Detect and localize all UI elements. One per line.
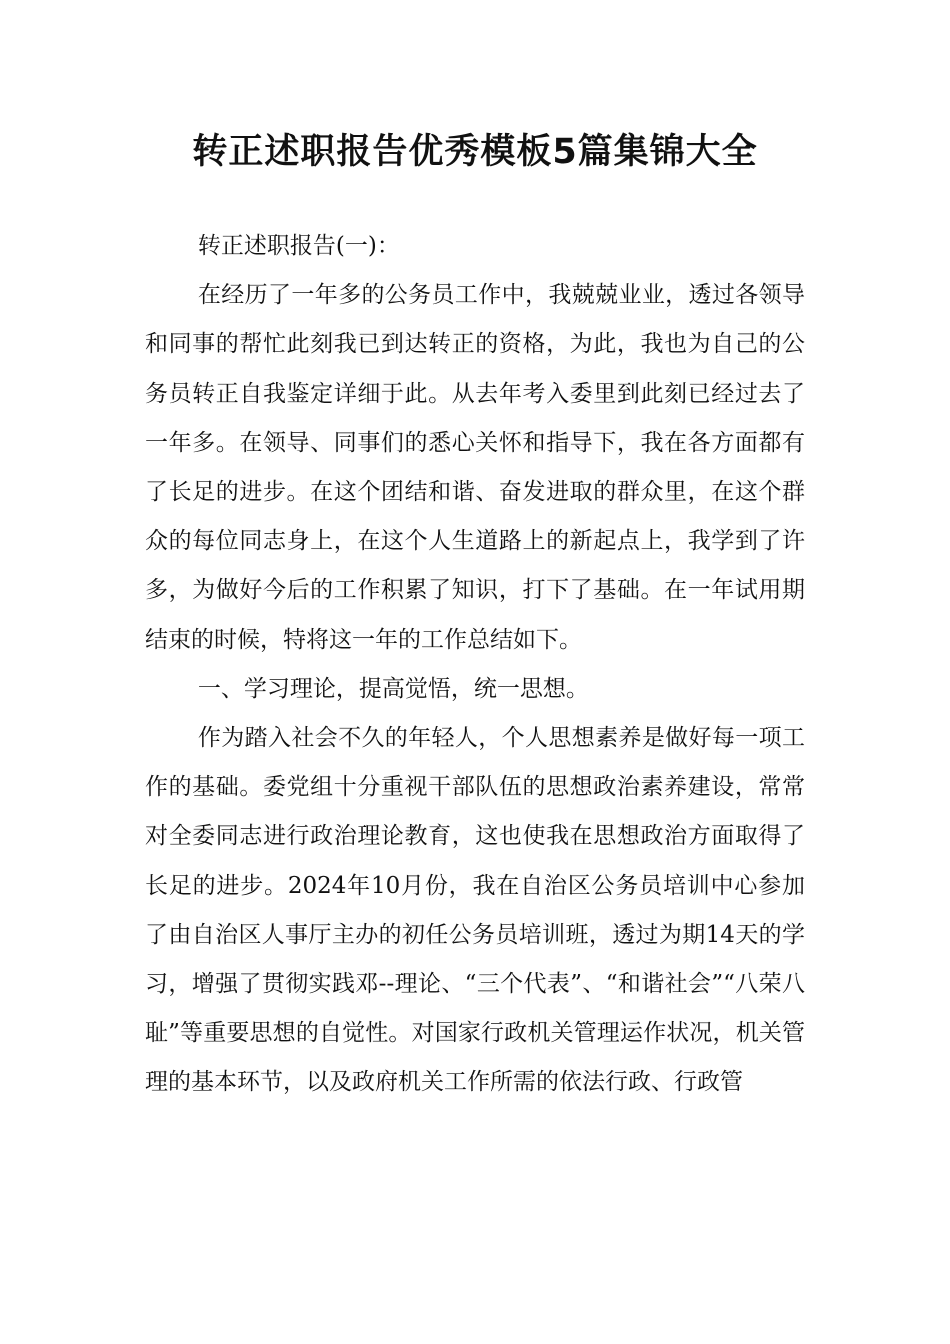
document-body xyxy=(145,222,805,1108)
subsection-heading: 一、学习理论，提高觉悟，统一思想。 xyxy=(197,675,589,702)
document-title: 转正述职报告优秀模板5篇集锦大全 xyxy=(192,132,758,172)
paragraph: 作为踏入社会不久的年轻人，个人思想素养是做好每一项工作的基础。委党组十分重视干部队伍的思想政治素养建设，常常对全委同志进行政治理论教育，这也使我在思想政治方面取得了长足的进步。2024年10月份，我在自治区公务员培训中心参加了由自治区人事厅主办的初任公务员培训班，透过为期14天的学习，增强了贯彻实践邓--理论、“三个代表”、“和谐社会”“八荣八耻”等重要思想的自觉性。对国家行政机关管理运作状况，机关管理的基本环节，以及政府机关工作所需的依法行政、行政管 xyxy=(145,725,805,1096)
section-heading: 转正述职报告(一)： xyxy=(197,233,400,259)
paragraph: 在经历了一年多的公务员工作中，我兢兢业业，透过各领导和同事的帮忙此刻我已到达转正的资格，为此，我也为自己的公务员转正自我鉴定详细于此。从去年考入委里到此刻已经过去了一年多。在领导、同事们的悉心关怀和指导下，我在各方面都有了长足的进步。在这个团结和谐、奋发进取的群众里，在这个群众的每位同志身上，在这个人生道路上的新起点上，我学到了许多，为做好今后的工作积累了知识，打下了基础。在一年试用期结束的时候，特将这一年的工作总结如下。 xyxy=(145,282,805,653)
